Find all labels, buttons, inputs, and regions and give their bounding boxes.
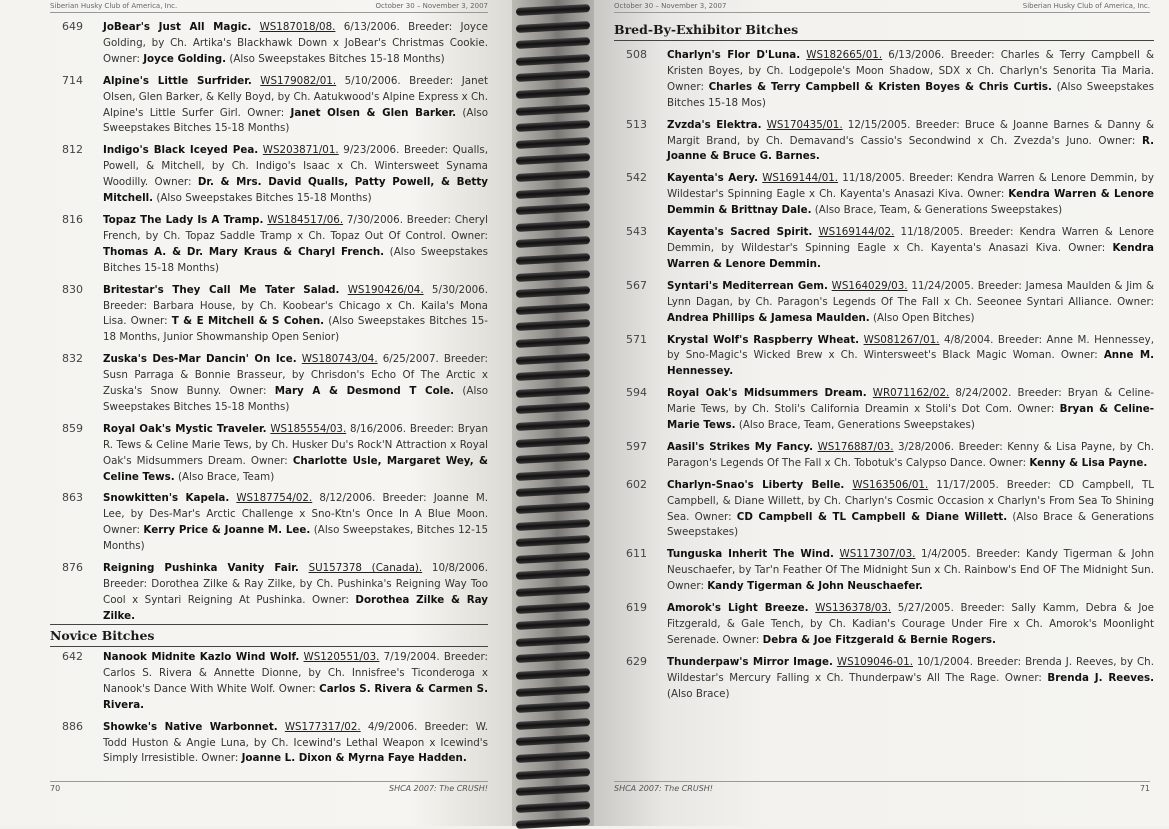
header-club-name: Siberian Husky Club of America, Inc. <box>50 2 178 10</box>
footer-event-tag: SHCA 2007: The CRUSH! <box>388 784 488 793</box>
entry-note: (Also Brace & Generations Sweepstakes) <box>667 510 1155 539</box>
catalog-entry <box>50 650 488 714</box>
owner-names: Anne M. Hennessey. <box>667 349 1154 378</box>
entry-details: 5/10/2006. Breeder: Janet Olsen, Glen Barker, & Kelly Boyd, by Ch. Aatukwood's Alpine Express x Ch. Alpine's Little Surfer Girl. Owner: <box>103 74 488 119</box>
catalog-entry <box>50 352 488 416</box>
dog-name: Syntari's Mediterrean Gem. <box>667 279 828 292</box>
owner-names: Mary A & Desmond T Cole. <box>274 385 455 398</box>
entry-text <box>667 386 1154 434</box>
owner-names: Charles & Terry Campbell & Kristen Boyes & Chris Curtis. <box>708 80 1052 93</box>
entry-text <box>103 720 488 768</box>
entry-text <box>667 118 1154 166</box>
entry-text <box>667 171 1154 219</box>
entry-list <box>614 48 1154 709</box>
catalog-entry <box>50 491 488 555</box>
catalog-entry <box>50 283 488 347</box>
catalog-entry <box>614 333 1154 381</box>
owner-names: Joanne L. Dixon & Myrna Faye Hadden. <box>241 752 467 765</box>
catalog-entry <box>614 547 1154 595</box>
entry-details: 6/13/2006. Breeder: Joyce Golding, by Ch. Artika's Blackhawk Down x JoBear's Christmas Cookie. Owner: <box>103 21 488 65</box>
entry-text <box>103 491 488 555</box>
entry-number: 886 <box>62 719 83 733</box>
entry-note: (Also Sweepstakes Bitches 15-18 Months, Junior Showmanship Open Senior) <box>103 315 488 344</box>
dog-name: Zuska's Des-Mar Dancin' On Ice. <box>103 353 297 366</box>
owner-names: Kerry Price & Joanne M. Lee. <box>143 524 311 537</box>
entry-details: 3/28/2006. Breeder: Kenny & Lisa Payne, by Ch. Paragon's Legends Of The Fall x Ch. Tobotuk's Calypso Dance. Owner: <box>667 440 1154 469</box>
entry-number: 543 <box>626 225 647 239</box>
dog-name: Amorok's Light Breeze. <box>667 602 809 615</box>
entry-details: 12/15/2005. Breeder: Bruce & Joanne Barnes & Danny & Margit Brand, by Ch. Demavand's Cassio's Secondwind x Ch. Zvezda's Juno. Owner: <box>667 118 1154 147</box>
entry-details: 6/25/2007. Breeder: Susn Parraga & Bonnie Brasseur, by Chrisdon's Echo Of The Arctic x Zuska's Snow Bunny. Owner: <box>103 353 489 398</box>
entry-text <box>103 143 488 207</box>
owner-names: Joyce Golding. <box>143 52 227 65</box>
dog-name: Royal Oak's Mystic Traveler. <box>103 422 267 435</box>
page-footer-right <box>614 781 1150 793</box>
entry-text <box>103 74 488 138</box>
registration-number: WS180743/04. <box>301 353 378 366</box>
owner-names: T & E Mitchell & S Cohen. <box>171 315 325 328</box>
owner-names: Carlos S. Rivera & Carmen S. Rivera. <box>103 682 488 711</box>
catalog-entry <box>614 655 1154 703</box>
entry-number: 594 <box>626 386 647 400</box>
dog-name: Kayenta's Sacred Spirit. <box>667 226 813 239</box>
registration-number: WS176887/03. <box>817 440 894 453</box>
catalog-entry <box>614 440 1154 472</box>
catalog-entry <box>50 422 488 486</box>
page-number: 71 <box>1139 784 1150 793</box>
entry-number: 816 <box>62 212 83 226</box>
entry-number: 714 <box>62 73 83 87</box>
catalog-entry <box>614 225 1154 273</box>
section-title-novice-bitches: Novice Bitches <box>50 624 488 647</box>
entry-details: 9/23/2006. Breeder: Qualls, Powell, & Mitchell, by Ch. Indigo's Isaac x Ch. Wintersweet Synama Woodilly. Owner: <box>103 144 488 189</box>
entry-number: 876 <box>62 561 83 575</box>
entry-details: 8/16/2006. Breeder: Bryan R. Tews & Celine Marie Tews, by Ch. Husker Du's Rock'N Attraction x Royal Oak's Midsummers Dream. Owner: <box>103 422 488 467</box>
entry-number: 832 <box>62 352 83 366</box>
novice-entry-list <box>50 650 488 773</box>
entry-text <box>667 440 1154 472</box>
entry-text <box>667 655 1154 703</box>
entry-note: (Also Sweepstakes Bitches 15-18 Months) <box>229 52 445 65</box>
dog-name: Snowkitten's Kapela. <box>103 492 230 505</box>
header-dates: October 30 – November 3, 2007 <box>614 2 727 10</box>
entry-text <box>667 279 1154 327</box>
catalog-entry <box>50 213 488 277</box>
registration-number: WS177317/02. <box>284 720 361 733</box>
owner-names: Dr. & Mrs. David Qualls, Patty Powell, & Betty Mitchell. <box>103 176 488 205</box>
owner-names: Andrea Phillips & Jamesa Maulden. <box>667 311 870 324</box>
registration-number: WS190426/04. <box>347 283 424 296</box>
entry-number: 863 <box>62 491 83 505</box>
entry-text <box>103 352 488 416</box>
entry-text <box>667 601 1154 649</box>
entry-details: 4/8/2004. Breeder: Anne M. Hennessey, by Sno-Magic's Wicked Brew x Ch. Wintersweet's Black Magic Woman. Owner: <box>667 333 1154 362</box>
catalog-entry <box>614 279 1154 327</box>
entry-details: 1/4/2005. Breeder: Kandy Tigerman & John Neuschaefer, by Tar'n Feather Of The Midnight Sun x Ch. Rainbow's End OF The Midnight Sun. Owner: <box>667 548 1154 593</box>
entry-text <box>103 650 488 714</box>
entry-note: (Also Brace, Team, Generations Sweepstakes) <box>738 419 975 432</box>
running-header-right <box>614 2 1150 13</box>
entry-number: 642 <box>62 650 83 663</box>
entry-text <box>667 333 1154 381</box>
dog-name: Tunguska Inherit The Wind. <box>667 548 834 561</box>
entry-text <box>103 561 488 625</box>
entry-note: (Also Brace, Team) <box>177 470 275 483</box>
dog-name: Charlyn's Flor D'Luna. <box>667 49 801 61</box>
footer-event-tag: SHCA 2007: The CRUSH! <box>614 784 714 793</box>
owner-names: R. Joanne & Bruce G. Barnes. <box>667 134 1154 163</box>
owner-names: Kandy Tigerman & John Neuschaefer. <box>707 580 923 593</box>
entry-details: 11/24/2005. Breeder: Jamesa Maulden & Jim & Lynn Dagan, by Ch. Paragon's Legends Of The Fall x Ch. Seeonee Syntari Alliance. Owner: <box>667 279 1154 308</box>
catalog-entry <box>614 478 1154 542</box>
entry-note: (Also Open Bitches) <box>873 311 975 324</box>
entry-number: 859 <box>62 421 83 435</box>
entry-number: 649 <box>62 20 83 33</box>
dog-name: Reigning Pushinka Vanity Fair. <box>103 562 299 575</box>
dog-name: Britestar's They Call Me Tater Salad. <box>103 283 340 296</box>
entry-details: 5/27/2005. Breeder: Sally Kamm, Debra & Joe Fitzgerald, & Gale Tench, by Ch. Kadian's Courage Under Fire x Ch. Amorok's Moonlight Serenade. Owner: <box>667 602 1154 646</box>
entry-note: (Also Sweepstakes Bitches 15-18 Mos) <box>667 80 1154 109</box>
dog-name: Aasil's Strikes My Fancy. <box>667 440 814 453</box>
running-header-left <box>50 2 488 13</box>
entry-note: (Also Brace, Team, & Generations Sweepstakes) <box>814 204 1063 217</box>
entry-number: 508 <box>626 48 647 61</box>
entry-text <box>667 547 1154 595</box>
entry-note: (Also Sweepstakes, Bitches 12-15 Months) <box>103 524 488 553</box>
entry-note: (Also Sweepstakes Bitches 15-18 Months) <box>156 192 372 205</box>
owner-names: Charlotte Usle, Margaret Wey, & Celine Tews. <box>103 454 488 483</box>
entry-text <box>103 20 488 68</box>
catalog-entry <box>614 601 1154 649</box>
entry-details: 7/30/2006. Breeder: Cheryl French, by Ch. Topaz Saddle Tramp x Ch. Topaz Out Of Control. Owner: <box>103 213 488 242</box>
header-club-name: Siberian Husky Club of America, Inc. <box>1022 2 1150 10</box>
registration-number: WS164029/03. <box>831 279 908 292</box>
dog-name: Krystal Wolf's Raspberry Wheat. <box>667 333 860 346</box>
registration-number: WS184517/06. <box>267 213 344 226</box>
catalog-entry <box>50 561 488 625</box>
entry-details: 11/18/2005. Breeder: Kendra Warren & Lenore Demmin, by Wildestar's Spinning Eagle x Ch. Kayenta's Anasazi Kiva. Owner: <box>667 226 1154 254</box>
entry-details: 10/8/2006. Breeder: Dorothea Zilke & Ray Zilke, by Ch. Pushinka's Reigning Way Too Cool x Syntari Reigning At Pushinka. Owner: <box>103 562 488 606</box>
entry-details: 6/13/2006. Breeder: Charles & Terry Campbell & Kristen Boyes, by Ch. Lodgepole's Moon Shadow, SDX x Ch. Charlyn's Senorita Tia Maria. Owner: <box>667 49 1154 93</box>
registration-number: WS182665/01. <box>806 49 883 61</box>
entry-text <box>103 213 488 277</box>
entry-number: 513 <box>626 117 647 131</box>
registration-number: SU157378 (Canada). <box>308 562 423 575</box>
entry-number: 830 <box>62 282 83 296</box>
entry-note: (Also Brace) <box>667 687 730 700</box>
owner-names: Thomas A. & Dr. Mary Kraus & Charyl French. <box>103 245 385 258</box>
catalog-entry <box>50 143 488 207</box>
dog-name: Topaz The Lady Is A Tramp. <box>103 213 264 226</box>
owner-names: Janet Olsen & Glen Barker. <box>290 106 457 119</box>
owner-names: Brenda J. Reeves. <box>1047 671 1154 684</box>
registration-number: WS117307/03. <box>839 548 916 561</box>
registration-number: WS109046-01. <box>836 655 914 668</box>
entry-text <box>103 422 488 486</box>
owner-names: Bryan & Celine-Marie Tews. <box>667 403 1154 432</box>
owner-names: Kenny & Lisa Payne. <box>1029 456 1148 469</box>
entry-number: 619 <box>626 601 647 615</box>
page-footer-left <box>50 781 488 793</box>
dog-name: Showke's Native Warbonnet. <box>103 720 278 733</box>
catalog-entry <box>50 20 488 68</box>
entry-details: 8/24/2002. Breeder: Bryan & Celine-Marie Tews, by Ch. Stoli's California Dreamin x Stoli's Dot Com. Owner: <box>667 387 1155 416</box>
entry-number: 567 <box>626 278 647 292</box>
registration-number: WS187754/02. <box>236 492 313 505</box>
registration-number: WS169144/02. <box>818 226 895 239</box>
section-title-bred-by-exhibitor-bitches: Bred-By-Exhibitor Bitches <box>614 22 1154 41</box>
entry-details: 10/1/2004. Breeder: Brenda J. Reeves, by Ch. Wildestar's Mercury Falling x Ch. Thunderpaw's All The Rage. Owner: <box>667 655 1154 684</box>
catalog-entry <box>50 720 488 768</box>
owner-names: Kendra Warren & Lenore Demmin & Brittnay Dale. <box>667 188 1155 217</box>
dog-name: Zvzda's Elektra. <box>667 118 762 131</box>
catalog-entry <box>614 171 1154 219</box>
registration-number: WR071162/02. <box>872 387 950 400</box>
entry-note: (Also Sweepstakes Bitches 15-18 Months) <box>103 385 488 413</box>
dog-name: Alpine's Little Surfrider. <box>103 74 252 87</box>
entry-text <box>103 283 488 347</box>
dog-name: Indigo's Black Iceyed Pea. <box>103 144 259 157</box>
registration-number: WS185554/03. <box>270 422 347 435</box>
registration-number: WS120551/03. <box>303 651 380 663</box>
entry-number: 812 <box>62 143 83 157</box>
entry-number: 629 <box>626 654 647 668</box>
left-page <box>0 0 512 826</box>
right-page <box>594 0 1169 826</box>
dog-name: JoBear's Just All Magic. <box>103 21 252 33</box>
registration-number: WS169144/01. <box>762 172 839 185</box>
registration-number: WS203871/01. <box>262 144 339 157</box>
registration-number: WS163506/01. <box>852 478 929 491</box>
dog-name: Thunderpaw's Mirror Image. <box>667 655 833 668</box>
entry-number: 571 <box>626 332 647 346</box>
entry-note: (Also Sweepstakes Bitches 15-18 Months) <box>103 245 488 274</box>
registration-number: WS081267/01. <box>863 333 940 346</box>
entry-number: 542 <box>626 171 647 185</box>
registration-number: WS136378/03. <box>815 602 892 615</box>
entry-details: 11/17/2005. Breeder: CD Campbell, TL Campbell, & Diane Willett, by Ch. Charlyn's Cosmic Occasion x Charlyn's From Sea To Shining Sea. Owner: <box>667 478 1154 523</box>
entry-details: 5/30/2006. Breeder: Barbara House, by Ch. Koobear's Chicago x Ch. Kaila's Mona Lisa. Owner: <box>103 283 488 328</box>
entry-note: (Also Sweepstakes Bitches 15-18 Months) <box>103 106 488 135</box>
catalog-entry <box>614 386 1154 434</box>
entry-number: 597 <box>626 439 647 453</box>
entry-details: 7/19/2004. Breeder: Carlos S. Rivera & Annette Dionne, by Ch. Innisfree's Ticonderoga x Nanook's Dance With White Wolf. Owner: <box>103 651 488 695</box>
entry-text <box>667 478 1154 542</box>
entry-details: 4/9/2006. Breeder: W. Todd Huston & Angie Luna, by Ch. Icewind's Lethal Weapon x Icewind's Simply Irresistible. Owner: <box>103 720 488 765</box>
page-number: 70 <box>50 784 61 793</box>
catalog-entry <box>614 48 1154 112</box>
owner-names: CD Campbell & TL Campbell & Diane Willett. <box>736 510 1008 523</box>
entry-details: 11/18/2005. Breeder: Kendra Warren & Lenore Demmin, by Wildestar's Spinning Eagle x Ch. Kayenta's Anasazi Kiva. Owner: <box>667 172 1154 201</box>
dog-name: Royal Oak's Midsummers Dream. <box>667 387 867 400</box>
registration-number: WS187018/08. <box>259 21 336 33</box>
header-dates: October 30 – November 3, 2007 <box>375 2 488 10</box>
entry-text <box>667 225 1154 273</box>
entry-number: 602 <box>626 477 647 491</box>
entry-text <box>667 48 1154 112</box>
catalog-entry <box>50 74 488 138</box>
entry-list <box>50 20 488 631</box>
dog-name: Nanook Midnite Kazlo Wind Wolf. <box>103 651 300 663</box>
catalog-entry <box>614 118 1154 166</box>
dog-name: Kayenta's Aery. <box>667 172 758 185</box>
registration-number: WS170435/01. <box>766 118 843 131</box>
owner-names: Debra & Joe Fitzgerald & Bernie Rogers. <box>762 633 996 646</box>
registration-number: WS179082/01. <box>260 74 337 87</box>
owner-names: Dorothea Zilke & Ray Zilke. <box>103 593 489 622</box>
owner-names: Kendra Warren & Lenore Demmin. <box>667 241 1154 270</box>
entry-number: 611 <box>626 547 647 561</box>
dog-name: Charlyn-Snao's Liberty Belle. <box>667 478 845 491</box>
entry-details: 8/12/2006. Breeder: Joanne M. Lee, by Des-Mar's Arctic Challenge x Sno-Ktn's Once In A Blue Moon. Owner: <box>103 492 489 537</box>
